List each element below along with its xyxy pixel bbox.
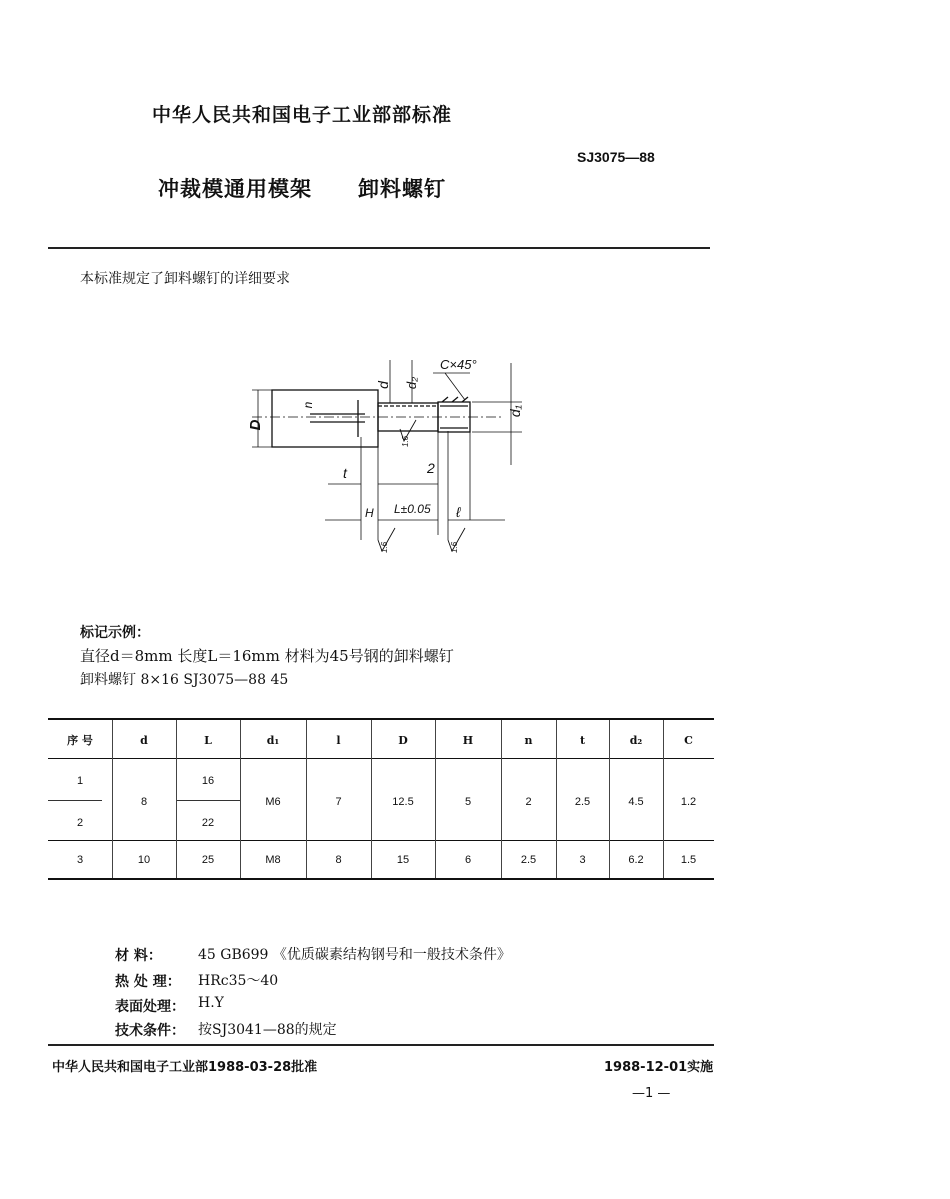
label-d1: d₁ [507,404,523,418]
header-t: t [579,734,586,747]
label-2: 2 [427,460,435,476]
heat-treatment-label: 热 处 理： [115,974,181,990]
top-divider [48,247,710,249]
header-L: L [204,734,212,747]
row3-n: 2.5 [520,854,537,866]
header-d1: d₁ [266,734,280,747]
row12-D: 12.5 [392,796,414,808]
label-n: n [301,401,315,409]
surface-treatment-value: H.Y [198,995,224,1011]
page-number: —1 — [632,1086,671,1101]
row12-C: 1.2 [680,796,697,808]
heat-treatment-value: HRc35～40 [198,973,279,989]
header-D: D [398,734,408,747]
label-D: D [247,419,264,431]
title-part-2: 卸料螺钉 [358,177,446,201]
screw-drawing [230,345,530,575]
row3-L: 25 [201,854,215,866]
row12-d1: M6 [265,796,281,808]
document-title [158,173,446,203]
roughness-value-3: 1.6 [401,435,410,447]
tech-conditions-value: 按SJ3041—88的规定 [198,1022,337,1038]
approval-note: 中华人民共和国电子工业部1988-03-28批准 [52,1060,318,1075]
example-label: 标记示例： [80,625,150,641]
row3-seq: 3 [76,854,84,866]
screw-head-outline [272,390,378,447]
label-chamfer: C×45° [440,357,477,372]
surface-treatment-label: 表面处理： [115,999,185,1015]
label-L: L±0.05 [394,502,431,516]
row3-l: 8 [335,854,342,866]
row3-d2: 6.2 [628,854,644,866]
row3-D: 15 [396,854,410,866]
label-d: d [375,381,391,389]
label-d2: d₂ [404,376,419,390]
material-value: 45 GB699 《优质碳素结构钢号和一般技术条件》 [198,947,511,963]
label-H: H [365,506,374,520]
row1-seq: 1 [76,775,84,787]
effective-date: 1988-12-01实施 [604,1060,714,1075]
row3-d: 10 [137,854,151,866]
row3-C: 1.5 [680,854,697,866]
standard-number: SJ3075—88 [577,149,655,165]
tech-conditions-label: 技术条件： [115,1023,185,1039]
example-line-2: 卸料螺钉 8×16 SJ3075—88 45 [80,672,289,688]
row3-t: 3 [579,854,586,866]
row1-L: 16 [201,775,215,787]
row12-t: 2.5 [574,796,591,808]
bottom-divider [48,1044,714,1046]
row3-d1: M8 [265,854,281,866]
row12-d2: 4.5 [628,796,644,808]
row12-l: 7 [335,796,342,808]
example-line-1: 直径d＝8mm 长度L＝16mm 材料为45号钢的卸料螺钉 [80,647,454,665]
header-seq: 序 号 [67,734,93,747]
intro-text: 本标准规定了卸料螺钉的详细要求 [80,271,290,287]
roughness-value-1: 1.6 [380,541,389,553]
department-title: 中华人民共和国电子工业部部标准 [152,104,453,126]
header-C: C [684,734,693,747]
spec-table [48,718,714,880]
header-l: l [336,734,341,747]
title-part-1: 冲裁模通用模架 [158,177,312,201]
roughness-value-2: 1.6 [450,541,459,553]
header-d2: d₂ [629,734,643,747]
row2-seq: 2 [76,817,84,829]
header-n: n [524,734,533,747]
header-H: H [462,734,474,747]
header-d: d [140,734,148,747]
label-t: t [343,465,347,481]
row12-H: 5 [464,796,472,808]
row2-L: 22 [201,817,215,829]
label-l: ℓ [456,504,461,520]
row12-n: 2 [525,796,532,808]
material-label: 材 料： [115,948,162,964]
row3-H: 6 [464,854,472,866]
row12-d: 8 [140,796,148,808]
